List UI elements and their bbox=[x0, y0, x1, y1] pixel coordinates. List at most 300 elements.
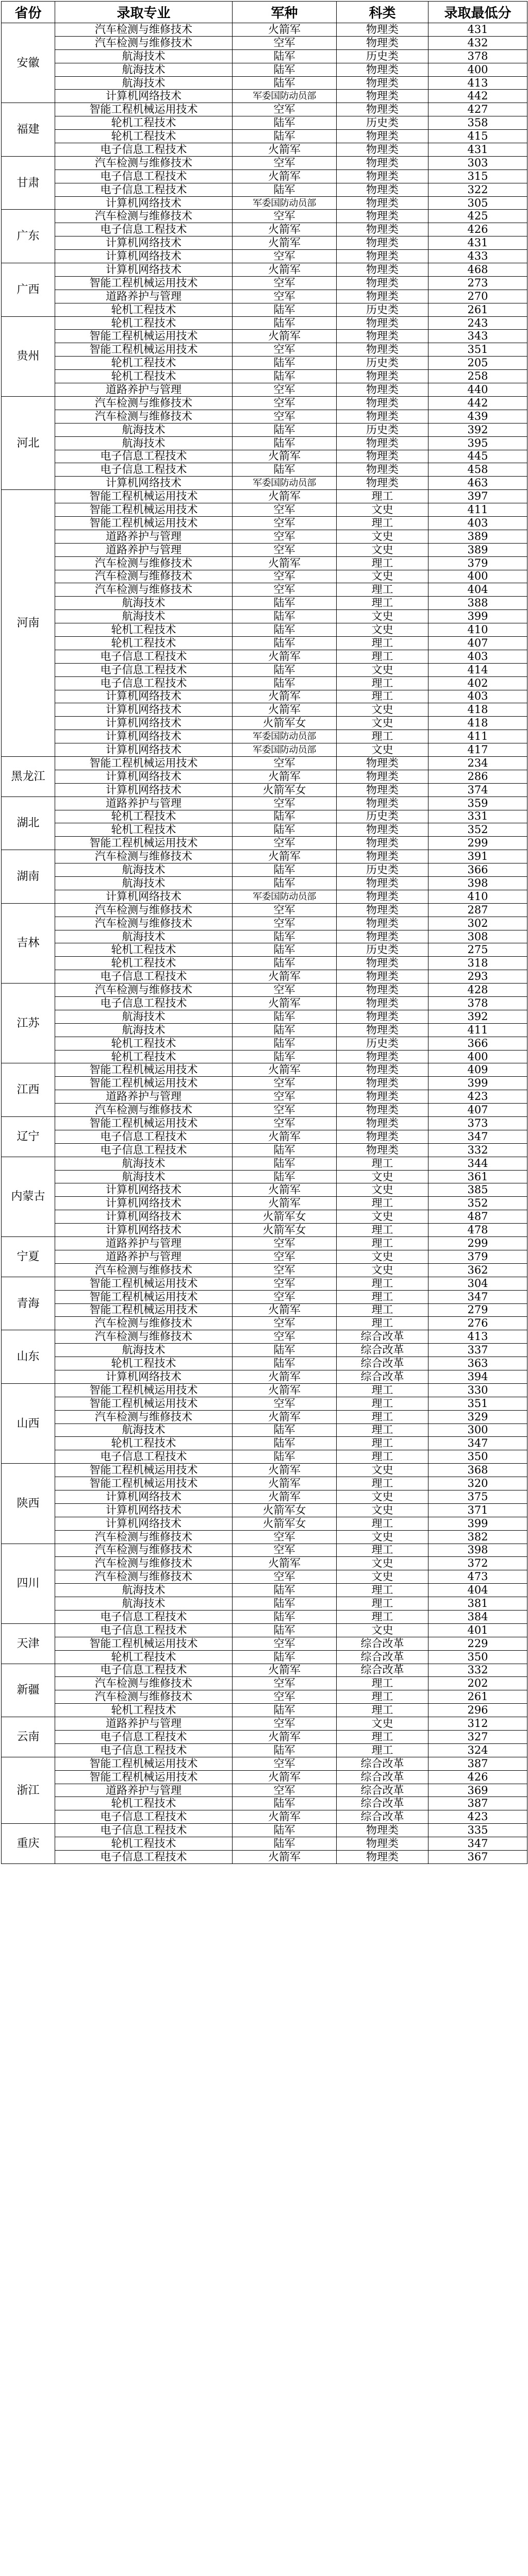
subject-cell: 物理类 bbox=[337, 276, 428, 290]
score-cell: 335 bbox=[428, 1824, 527, 1837]
subject-cell: 历史类 bbox=[337, 303, 428, 316]
subject-cell: 理工 bbox=[337, 1517, 428, 1530]
table-row bbox=[2, 1224, 527, 1237]
major-cell: 计算机网络技术 bbox=[55, 263, 233, 277]
subject-cell: 物理类 bbox=[337, 450, 428, 463]
arm-cell: 火箭军 bbox=[233, 1664, 337, 1677]
table-body bbox=[2, 23, 527, 1864]
score-cell: 413 bbox=[428, 1330, 527, 1344]
province-cell: 广西 bbox=[2, 263, 55, 317]
subject-cell: 文史 bbox=[337, 530, 428, 543]
subject-cell: 理工 bbox=[337, 676, 428, 690]
subject-cell: 文史 bbox=[337, 1263, 428, 1277]
score-cell: 205 bbox=[428, 357, 527, 370]
table-row bbox=[2, 1077, 527, 1090]
major-cell: 计算机网络技术 bbox=[55, 250, 233, 263]
arm-cell: 陆军 bbox=[233, 957, 337, 970]
subject-cell: 文史 bbox=[337, 703, 428, 717]
major-cell: 电子信息工程技术 bbox=[55, 1610, 233, 1623]
table-row bbox=[2, 623, 527, 637]
province-cell: 浙江 bbox=[2, 1757, 55, 1823]
arm-cell: 陆军 bbox=[233, 357, 337, 370]
major-cell: 计算机网络技术 bbox=[55, 690, 233, 703]
score-cell: 371 bbox=[428, 1503, 527, 1517]
arm-cell: 火箭军 bbox=[233, 850, 337, 863]
subject-cell: 综合改革 bbox=[337, 1784, 428, 1797]
arm-cell: 陆军 bbox=[233, 623, 337, 637]
table-row bbox=[2, 1183, 527, 1197]
province-cell: 甘肃 bbox=[2, 156, 55, 210]
major-cell: 智能工程机械运用技术 bbox=[55, 503, 233, 517]
score-cell: 343 bbox=[428, 330, 527, 343]
score-cell: 403 bbox=[428, 516, 527, 530]
major-cell: 航海技术 bbox=[55, 610, 233, 623]
arm-cell: 空军 bbox=[233, 383, 337, 397]
score-cell: 352 bbox=[428, 823, 527, 837]
subject-cell: 物理类 bbox=[337, 796, 428, 810]
arm-cell: 空军 bbox=[233, 156, 337, 170]
subject-cell: 理工 bbox=[337, 1224, 428, 1237]
score-cell: 407 bbox=[428, 1104, 527, 1117]
table-row bbox=[2, 1570, 527, 1584]
subject-cell: 文史 bbox=[337, 1717, 428, 1731]
major-cell: 智能工程机械运用技术 bbox=[55, 1063, 233, 1077]
score-cell: 392 bbox=[428, 423, 527, 436]
subject-cell: 综合改革 bbox=[337, 1770, 428, 1784]
arm-cell: 火箭军 bbox=[233, 1410, 337, 1423]
major-cell: 航海技术 bbox=[55, 1157, 233, 1170]
arm-cell: 空军 bbox=[233, 1317, 337, 1330]
score-cell: 404 bbox=[428, 583, 527, 597]
score-cell: 351 bbox=[428, 343, 527, 357]
subject-cell: 物理类 bbox=[337, 890, 428, 903]
score-cell: 402 bbox=[428, 676, 527, 690]
major-cell: 轮机工程技术 bbox=[55, 636, 233, 650]
table-row bbox=[2, 610, 527, 623]
major-cell: 电子信息工程技术 bbox=[55, 997, 233, 1010]
arm-cell: 空军 bbox=[233, 1784, 337, 1797]
score-cell: 415 bbox=[428, 130, 527, 143]
subject-cell: 物理类 bbox=[337, 383, 428, 397]
arm-cell: 陆军 bbox=[233, 1584, 337, 1597]
major-cell: 航海技术 bbox=[55, 1423, 233, 1437]
arm-cell: 陆军 bbox=[233, 1610, 337, 1623]
table-row bbox=[2, 1050, 527, 1063]
major-cell: 轮机工程技术 bbox=[55, 1797, 233, 1810]
arm-cell: 陆军 bbox=[233, 1037, 337, 1050]
score-cell: 332 bbox=[428, 1143, 527, 1157]
subject-cell: 物理类 bbox=[337, 263, 428, 277]
arm-cell: 空军 bbox=[233, 210, 337, 223]
score-cell: 379 bbox=[428, 556, 527, 570]
province-cell: 云南 bbox=[2, 1717, 55, 1757]
score-cell: 395 bbox=[428, 436, 527, 450]
subject-cell: 理工 bbox=[337, 1423, 428, 1437]
major-cell: 计算机网络技术 bbox=[55, 90, 233, 103]
header-row bbox=[2, 2, 527, 23]
major-cell: 道路养护与管理 bbox=[55, 543, 233, 556]
arm-cell: 空军 bbox=[233, 1637, 337, 1650]
score-cell: 372 bbox=[428, 1557, 527, 1570]
province-cell: 吉林 bbox=[2, 903, 55, 983]
subject-cell: 物理类 bbox=[337, 770, 428, 783]
score-cell: 344 bbox=[428, 1157, 527, 1170]
subject-cell: 综合改革 bbox=[337, 1370, 428, 1383]
arm-cell: 火箭军 bbox=[233, 970, 337, 984]
table-row bbox=[2, 1490, 527, 1503]
subject-cell: 物理类 bbox=[337, 984, 428, 997]
table-row bbox=[2, 943, 527, 957]
score-cell: 428 bbox=[428, 984, 527, 997]
table-row bbox=[2, 1143, 527, 1157]
score-cell: 385 bbox=[428, 1183, 527, 1197]
subject-cell: 理工 bbox=[337, 1704, 428, 1717]
major-cell: 智能工程机械运用技术 bbox=[55, 1290, 233, 1303]
arm-cell: 陆军 bbox=[233, 1650, 337, 1664]
subject-cell: 综合改革 bbox=[337, 1797, 428, 1810]
arm-cell: 陆军 bbox=[233, 1050, 337, 1063]
score-cell: 418 bbox=[428, 703, 527, 717]
score-cell: 261 bbox=[428, 303, 527, 316]
score-cell: 332 bbox=[428, 1664, 527, 1677]
table-row bbox=[2, 1650, 527, 1664]
table-row bbox=[2, 957, 527, 970]
score-cell: 375 bbox=[428, 1490, 527, 1503]
score-cell: 299 bbox=[428, 1237, 527, 1250]
major-cell: 轮机工程技术 bbox=[55, 130, 233, 143]
subject-cell: 物理类 bbox=[337, 250, 428, 263]
arm-cell: 陆军 bbox=[233, 663, 337, 676]
score-cell: 400 bbox=[428, 570, 527, 583]
score-cell: 327 bbox=[428, 1731, 527, 1744]
table-row bbox=[2, 863, 527, 877]
table-row bbox=[2, 1063, 527, 1077]
score-cell: 418 bbox=[428, 717, 527, 730]
major-cell: 智能工程机械运用技术 bbox=[55, 837, 233, 850]
arm-cell: 火箭军 bbox=[233, 997, 337, 1010]
score-cell: 299 bbox=[428, 837, 527, 850]
subject-cell: 文史 bbox=[337, 663, 428, 676]
subject-cell: 理工 bbox=[337, 1303, 428, 1317]
table-row bbox=[2, 1757, 527, 1770]
arm-cell: 火箭军 bbox=[233, 1731, 337, 1744]
score-cell: 361 bbox=[428, 1170, 527, 1183]
subject-cell: 综合改革 bbox=[337, 1664, 428, 1677]
arm-cell: 火箭军 bbox=[233, 1464, 337, 1477]
table-row bbox=[2, 103, 527, 116]
table-row bbox=[2, 1437, 527, 1450]
table-row bbox=[2, 1277, 527, 1290]
arm-cell: 空军 bbox=[233, 837, 337, 850]
table-row bbox=[2, 490, 527, 503]
subject-cell: 理工 bbox=[337, 1743, 428, 1757]
score-cell: 286 bbox=[428, 770, 527, 783]
major-cell: 道路养护与管理 bbox=[55, 796, 233, 810]
table-row bbox=[2, 63, 527, 76]
major-cell: 汽车检测与维修技术 bbox=[55, 903, 233, 917]
province-cell: 山东 bbox=[2, 1330, 55, 1384]
major-cell: 汽车检测与维修技术 bbox=[55, 1570, 233, 1584]
table-row bbox=[2, 1597, 527, 1611]
arm-cell: 空军 bbox=[233, 543, 337, 556]
score-cell: 369 bbox=[428, 1784, 527, 1797]
major-cell: 航海技术 bbox=[55, 1170, 233, 1183]
subject-cell: 物理类 bbox=[337, 63, 428, 76]
table-row bbox=[2, 1837, 527, 1851]
subject-cell: 物理类 bbox=[337, 1824, 428, 1837]
score-cell: 347 bbox=[428, 1437, 527, 1450]
major-cell: 道路养护与管理 bbox=[55, 1784, 233, 1797]
subject-cell: 文史 bbox=[337, 1503, 428, 1517]
table-row bbox=[2, 730, 527, 743]
score-cell: 389 bbox=[428, 543, 527, 556]
major-cell: 智能工程机械运用技术 bbox=[55, 343, 233, 357]
major-cell: 轮机工程技术 bbox=[55, 1037, 233, 1050]
major-cell: 道路养护与管理 bbox=[55, 1090, 233, 1104]
arm-cell: 空军 bbox=[233, 1690, 337, 1704]
table-row bbox=[2, 1237, 527, 1250]
major-cell: 航海技术 bbox=[55, 436, 233, 450]
province-cell: 宁夏 bbox=[2, 1237, 55, 1277]
arm-cell: 火箭军 bbox=[233, 690, 337, 703]
admission-score-table bbox=[1, 1, 527, 1864]
table-row bbox=[2, 1743, 527, 1757]
score-cell: 275 bbox=[428, 943, 527, 957]
arm-cell: 陆军 bbox=[233, 436, 337, 450]
major-cell: 轮机工程技术 bbox=[55, 1050, 233, 1063]
subject-cell: 历史类 bbox=[337, 357, 428, 370]
table-row bbox=[2, 170, 527, 183]
major-cell: 轮机工程技术 bbox=[55, 303, 233, 316]
score-cell: 478 bbox=[428, 1224, 527, 1237]
province-cell: 福建 bbox=[2, 103, 55, 157]
arm-cell: 空军 bbox=[233, 343, 337, 357]
score-cell: 302 bbox=[428, 917, 527, 930]
table-row bbox=[2, 543, 527, 556]
arm-cell: 空军 bbox=[233, 583, 337, 597]
table-row bbox=[2, 770, 527, 783]
score-cell: 473 bbox=[428, 1570, 527, 1584]
arm-cell: 陆军 bbox=[233, 1437, 337, 1450]
major-cell: 计算机网络技术 bbox=[55, 1210, 233, 1224]
score-cell: 234 bbox=[428, 756, 527, 770]
table-row bbox=[2, 650, 527, 663]
table-row bbox=[2, 1851, 527, 1864]
score-cell: 363 bbox=[428, 1357, 527, 1370]
subject-cell: 文史 bbox=[337, 1570, 428, 1584]
arm-cell: 陆军 bbox=[233, 1023, 337, 1037]
score-cell: 411 bbox=[428, 730, 527, 743]
score-cell: 398 bbox=[428, 877, 527, 890]
subject-cell: 理工 bbox=[337, 1677, 428, 1690]
table-row bbox=[2, 1397, 527, 1410]
score-cell: 431 bbox=[428, 143, 527, 157]
arm-cell: 空军 bbox=[233, 1077, 337, 1090]
subject-cell: 综合改革 bbox=[337, 1357, 428, 1370]
arm-cell: 空军 bbox=[233, 103, 337, 116]
major-cell: 电子信息工程技术 bbox=[55, 650, 233, 663]
score-cell: 445 bbox=[428, 450, 527, 463]
table-row bbox=[2, 1824, 527, 1837]
arm-cell: 陆军 bbox=[233, 63, 337, 76]
table-row bbox=[2, 143, 527, 157]
table-row bbox=[2, 1731, 527, 1744]
arm-cell: 陆军 bbox=[233, 930, 337, 943]
score-cell: 359 bbox=[428, 796, 527, 810]
arm-cell: 陆军 bbox=[233, 943, 337, 957]
subject-cell: 理工 bbox=[337, 1317, 428, 1330]
score-cell: 410 bbox=[428, 623, 527, 637]
score-cell: 303 bbox=[428, 156, 527, 170]
arm-cell: 陆军 bbox=[233, 597, 337, 610]
header-score: 录取最低分 bbox=[428, 2, 527, 23]
province-cell: 江苏 bbox=[2, 984, 55, 1063]
subject-cell: 物理类 bbox=[337, 463, 428, 477]
score-cell: 411 bbox=[428, 1023, 527, 1037]
arm-cell: 空军 bbox=[233, 917, 337, 930]
score-cell: 468 bbox=[428, 263, 527, 277]
table-row bbox=[2, 1210, 527, 1224]
table-row bbox=[2, 290, 527, 303]
subject-cell: 文史 bbox=[337, 1170, 428, 1183]
table-row bbox=[2, 463, 527, 477]
subject-cell: 物理类 bbox=[337, 1837, 428, 1851]
table-row bbox=[2, 1517, 527, 1530]
table-row bbox=[2, 743, 527, 757]
arm-cell: 陆军 bbox=[233, 1743, 337, 1757]
table-row bbox=[2, 1557, 527, 1570]
table-row bbox=[2, 1623, 527, 1637]
table-row bbox=[2, 450, 527, 463]
province-cell: 陕西 bbox=[2, 1464, 55, 1544]
major-cell: 智能工程机械运用技术 bbox=[55, 1397, 233, 1410]
arm-cell: 火箭军女 bbox=[233, 717, 337, 730]
subject-cell: 理工 bbox=[337, 1584, 428, 1597]
table-row bbox=[2, 1503, 527, 1517]
score-cell: 387 bbox=[428, 1757, 527, 1770]
subject-cell: 文史 bbox=[337, 1464, 428, 1477]
major-cell: 智能工程机械运用技术 bbox=[55, 276, 233, 290]
table-row bbox=[2, 810, 527, 823]
major-cell: 计算机网络技术 bbox=[55, 770, 233, 783]
subject-cell: 物理类 bbox=[337, 370, 428, 383]
score-cell: 397 bbox=[428, 490, 527, 503]
major-cell: 航海技术 bbox=[55, 1023, 233, 1037]
score-cell: 433 bbox=[428, 250, 527, 263]
score-cell: 410 bbox=[428, 890, 527, 903]
table-row bbox=[2, 383, 527, 397]
arm-cell: 火箭军 bbox=[233, 770, 337, 783]
major-cell: 电子信息工程技术 bbox=[55, 463, 233, 477]
arm-cell: 火箭军 bbox=[233, 170, 337, 183]
subject-cell: 理工 bbox=[337, 1383, 428, 1397]
arm-cell: 空军 bbox=[233, 1544, 337, 1557]
arm-cell: 陆军 bbox=[233, 1143, 337, 1157]
province-cell: 河北 bbox=[2, 396, 55, 489]
table-row bbox=[2, 970, 527, 984]
arm-cell: 空军 bbox=[233, 1677, 337, 1690]
major-cell: 电子信息工程技术 bbox=[55, 1731, 233, 1744]
major-cell: 智能工程机械运用技术 bbox=[55, 1277, 233, 1290]
subject-cell: 文史 bbox=[337, 1210, 428, 1224]
arm-cell: 火箭军 bbox=[233, 1197, 337, 1210]
table-row bbox=[2, 1637, 527, 1650]
arm-cell: 火箭军 bbox=[233, 223, 337, 236]
major-cell: 智能工程机械运用技术 bbox=[55, 1637, 233, 1650]
score-cell: 463 bbox=[428, 477, 527, 490]
arm-cell: 陆军 bbox=[233, 1450, 337, 1464]
table-row bbox=[2, 183, 527, 196]
subject-cell: 历史类 bbox=[337, 49, 428, 63]
score-cell: 414 bbox=[428, 663, 527, 676]
table-row bbox=[2, 717, 527, 730]
subject-cell: 物理类 bbox=[337, 1050, 428, 1063]
arm-cell: 火箭军 bbox=[233, 490, 337, 503]
subject-cell: 理工 bbox=[337, 1690, 428, 1704]
subject-cell: 理工 bbox=[337, 1437, 428, 1450]
table-row bbox=[2, 343, 527, 357]
major-cell: 计算机网络技术 bbox=[55, 1503, 233, 1517]
major-cell: 电子信息工程技术 bbox=[55, 1824, 233, 1837]
major-cell: 智能工程机械运用技术 bbox=[55, 756, 233, 770]
score-cell: 287 bbox=[428, 903, 527, 917]
score-cell: 337 bbox=[428, 1344, 527, 1357]
subject-cell: 物理类 bbox=[337, 143, 428, 157]
subject-cell: 历史类 bbox=[337, 116, 428, 130]
score-cell: 304 bbox=[428, 1277, 527, 1290]
score-cell: 399 bbox=[428, 610, 527, 623]
score-cell: 324 bbox=[428, 1743, 527, 1757]
subject-cell: 文史 bbox=[337, 1530, 428, 1544]
score-cell: 318 bbox=[428, 957, 527, 970]
arm-cell: 空军 bbox=[233, 1397, 337, 1410]
arm-cell: 陆军 bbox=[233, 370, 337, 383]
table-row bbox=[2, 877, 527, 890]
arm-cell: 空军 bbox=[233, 290, 337, 303]
province-cell: 青海 bbox=[2, 1277, 55, 1330]
score-cell: 442 bbox=[428, 90, 527, 103]
score-cell: 351 bbox=[428, 1397, 527, 1410]
major-cell: 汽车检测与维修技术 bbox=[55, 36, 233, 49]
subject-cell: 文史 bbox=[337, 623, 428, 637]
arm-cell: 空军 bbox=[233, 1757, 337, 1770]
table-row bbox=[2, 1170, 527, 1183]
subject-cell: 理工 bbox=[337, 636, 428, 650]
subject-cell: 物理类 bbox=[337, 330, 428, 343]
score-cell: 379 bbox=[428, 1250, 527, 1263]
arm-cell: 陆军 bbox=[233, 676, 337, 690]
arm-cell: 空军 bbox=[233, 396, 337, 410]
subject-cell: 物理类 bbox=[337, 1130, 428, 1143]
arm-cell: 空军 bbox=[233, 410, 337, 423]
table-row bbox=[2, 1010, 527, 1023]
score-cell: 374 bbox=[428, 783, 527, 796]
arm-cell: 火箭军 bbox=[233, 1303, 337, 1317]
subject-cell: 物理类 bbox=[337, 1023, 428, 1037]
header-subject: 科类 bbox=[337, 2, 428, 23]
subject-cell: 物理类 bbox=[337, 410, 428, 423]
major-cell: 计算机网络技术 bbox=[55, 783, 233, 796]
province-cell: 内蒙古 bbox=[2, 1157, 55, 1236]
score-cell: 409 bbox=[428, 1063, 527, 1077]
subject-cell: 物理类 bbox=[337, 196, 428, 210]
score-cell: 387 bbox=[428, 1797, 527, 1810]
table-row bbox=[2, 1770, 527, 1784]
subject-cell: 物理类 bbox=[337, 236, 428, 250]
major-cell: 计算机网络技术 bbox=[55, 1183, 233, 1197]
score-cell: 320 bbox=[428, 1477, 527, 1490]
table-row bbox=[2, 1530, 527, 1544]
